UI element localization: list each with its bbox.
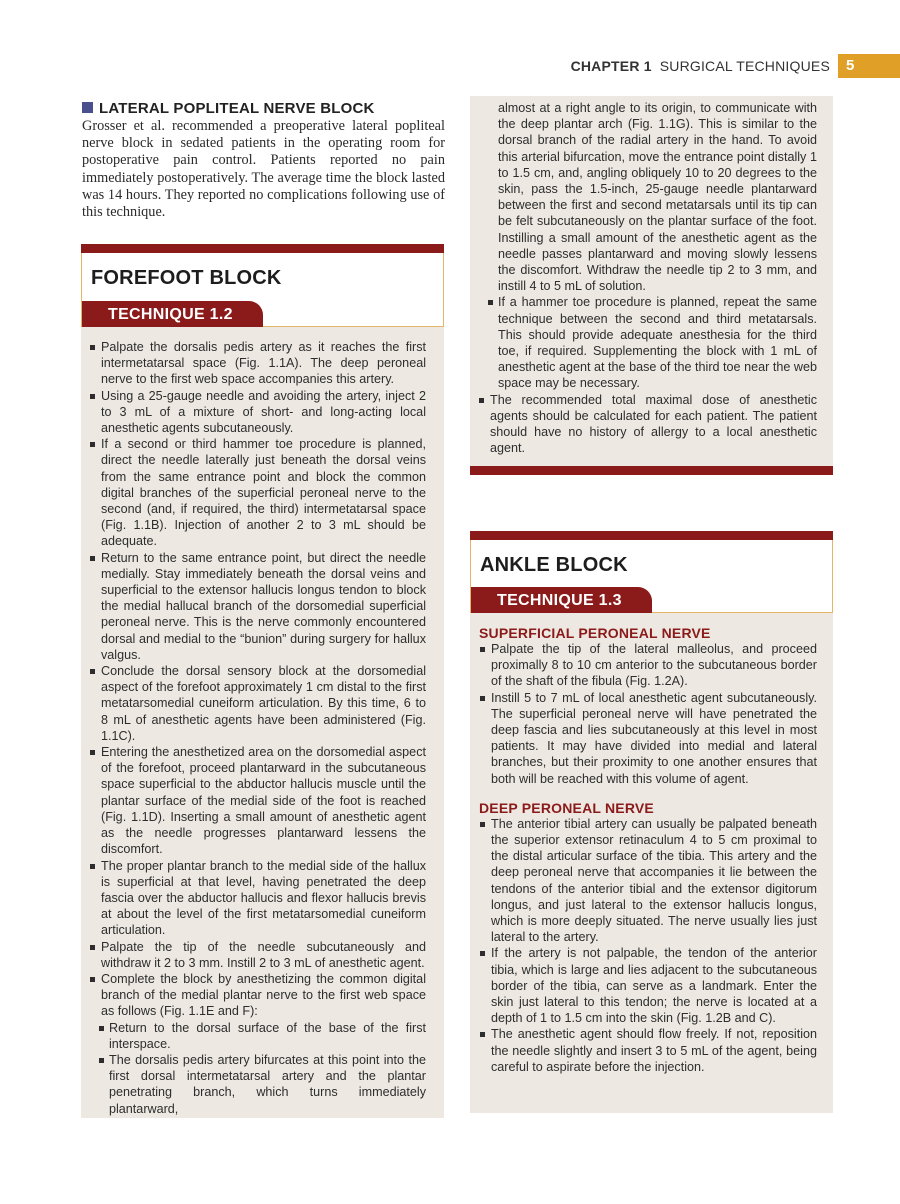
list-item: Palpate the dorsalis pedis artery as it reaches the first intermetatarsal space (Fig. 1.1A). The deep peroneal nerve to the first web space accompanies this artery.	[89, 339, 426, 388]
forefoot-bullets	[89, 339, 426, 1020]
deep-bullets	[479, 816, 817, 1075]
forefoot-continued-box	[470, 96, 833, 475]
forefoot-continued-bullets	[478, 392, 817, 457]
deep-peroneal-heading: DEEP PERONEAL NERVE	[479, 799, 654, 816]
forefoot-body	[81, 327, 444, 1117]
ankle-block-box	[470, 531, 833, 1113]
list-item: Conclude the dorsal sensory block at the dorsomedial aspect of the forefoot approximately 1 cm distal to the first metatarsomedial cuneiform articulation. By this time, 6 to 8 mL of anesthetic agents have been administered (Fig. 1.1C).	[89, 663, 426, 744]
list-item: Complete the block by anesthetizing the common digital branch of the medial plantar nerve to the first web space as follows (Fig. 1.1E and F):	[89, 971, 426, 1020]
box-title-area	[470, 540, 833, 613]
list-item: The recommended total maximal dose of anesthetic agents should be calculated for each patient. The patient should have no history of allergy to a local anesthetic agent.	[478, 392, 817, 457]
list-item: Palpate the tip of the lateral malleolus, and proceed proximally 8 to 10 cm anterior to the subcutaneous border of the shaft of the fibula (Fig. 1.2A).	[479, 641, 817, 690]
intro-heading	[82, 100, 445, 117]
forefoot-continued-body	[470, 96, 833, 456]
technique-tab: TECHNIQUE 1.3	[471, 587, 652, 613]
list-item: Entering the anesthetized area on the dorsomedial aspect of the forefoot, proceed plantarward in the subcutaneous space superficial to the abductor hallucis muscle until the plantar surface of the medial side of the foot is reached (Fig. 1.1D). Inserting a small amount of anesthetic agent as the needle progresses plantarward lessens the discomfort.	[89, 744, 426, 857]
list-item: Return to the dorsal surface of the base of the first interspace.	[89, 1020, 426, 1052]
box-title-area	[81, 253, 444, 327]
list-item: Palpate the tip of the needle subcutaneously and withdraw it 2 to 3 mm. Instill 2 to 3 mL of anesthetic agent.	[89, 939, 426, 971]
intro-section	[82, 100, 445, 221]
list-item: Return to the same entrance point, but direct the needle medially. Stay immediately beneath the dorsal veins and superficial to the extensor hallucis longus tendon to block the medial hallucal branch of the dorsomedial superficial peroneal nerve. This is the nerve commonly encountered dorsal and medial to the “bunion” during surgery for hallux valgus.	[89, 550, 426, 663]
forefoot-sub-bullets	[89, 1020, 426, 1117]
list-item: If a second or third hammer toe procedure is planned, direct the needle laterally just beneath the dorsal veins from the same entrance point and block the common digital branches of the superficial peroneal nerve to the second (and, if required, the third) intermetatarsal space (Fig. 1.1B). Injection of another 2 to 3 mL should be adequate.	[89, 436, 426, 549]
running-head	[560, 58, 830, 74]
forefoot-block-box	[81, 244, 444, 1118]
list-item: The anesthetic agent should flow freely. If not, reposition the needle slightly and insert 3 to 5 mL of the agent, being careful to aspirate before the injection.	[479, 1026, 817, 1075]
intro-paragraph: Grosser et al. recommended a preoperative lateral popliteal nerve block in sedated patients in the operating room for postoperative pain control. Patients reported no pain immediately postoperatively. The average time the block lasted was 14 hours. They reported no complications following use of this technique.	[82, 118, 445, 221]
intro-heading-text: LATERAL POPLITEAL NERVE BLOCK	[99, 100, 375, 117]
ankle-title: ANKLE BLOCK	[480, 554, 628, 576]
technique-tab: TECHNIQUE 1.2	[82, 301, 263, 327]
list-item: Instill 5 to 7 mL of local anesthetic agent subcutaneously. The superficial peroneal nerve will have penetrated the deep fascia and lies subcutaneously at this level in most patients. It may have divided into medial and lateral branches, but their proximity to one another ensures that both will be reached with this volume of agent.	[479, 690, 817, 787]
superficial-bullets	[479, 641, 817, 787]
box-top-bar	[470, 531, 833, 540]
ankle-body	[470, 613, 833, 1075]
continued-paragraph: almost at a right angle to its origin, to communicate with the deep plantar arch (Fig. 1.1G). This is similar to the dorsal branch of the radial artery in the hand. To avoid this arterial bifurcation, move the entrance point distally 1 to 1.5 cm, and, angling obliquely 10 to 20 degrees to the skin, pass the 1.5-inch, 25-gauge needle plantarward between the first and second metatarsals until its tip can be felt subcutaneously on the plantar surface of the foot. Instilling a small amount of the anesthetic agent as the needle passes plantarward and moving slowly lessens the discomfort. Withdraw the needle tip 2 to 3 mm, and instill 4 to 5 mL of solution.	[498, 101, 817, 294]
list-item: If a hammer toe procedure is planned, repeat the same technique between the second and third metatarsals. This should provide adequate anesthesia for the third toe, if required. Supplementing the block with 1 mL of anesthetic agent at the base of the third toe near the web space may be necessary.	[478, 294, 817, 391]
section-label: SURGICAL TECHNIQUES	[659, 58, 830, 74]
list-item: If the artery is not palpable, the tendon of the anterior tibia, which is large and lies adjacent to the subcutaneous border of the tibia, can serve as a landmark. Enter the skin just lateral to this tendon; the nerve is located at a depth of 1 to 1.5 cm into the skin (Fig. 1.2B and C).	[479, 945, 817, 1026]
box-top-bar	[81, 244, 444, 253]
chapter-label: CHAPTER 1	[570, 58, 652, 74]
forefoot-continued-sub	[478, 294, 817, 391]
list-item: The proper plantar branch to the medial side of the hallux is superficial at that level, having penetrated the deep fascia over the abductor hallucis and flexor hallucis brevis at about the level of the first metatarsomedial cuneiform articulation.	[89, 858, 426, 939]
forefoot-title: FOREFOOT BLOCK	[91, 267, 282, 289]
box-bottom-bar	[470, 466, 833, 475]
list-item: Using a 25-gauge needle and avoiding the artery, inject 2 to 3 mL of a mixture of short- and long-acting local anesthetic agents subcutaneously.	[89, 388, 426, 437]
square-bullet-icon	[82, 102, 93, 113]
list-item: The dorsalis pedis artery bifurcates at this point into the first dorsal intermetatarsal artery and the plantar penetrating branch, which turns immediately plantarward,	[89, 1052, 426, 1117]
page-number: 5	[838, 54, 900, 78]
list-item: The anterior tibial artery can usually be palpated beneath the superior extensor retinaculum 4 to 5 cm proximal to the distal articular surface of the tibia. This artery and the deep peroneal nerve that accompanies it lie between the tendons of the anterior tibial and the extensor digitorum longus, and just lateral to the extensor hallucis longus, which is more deeply situated. The nerve usually lies just lateral to the artery.	[479, 816, 817, 946]
superficial-peroneal-heading: SUPERFICIAL PERONEAL NERVE	[479, 625, 711, 641]
